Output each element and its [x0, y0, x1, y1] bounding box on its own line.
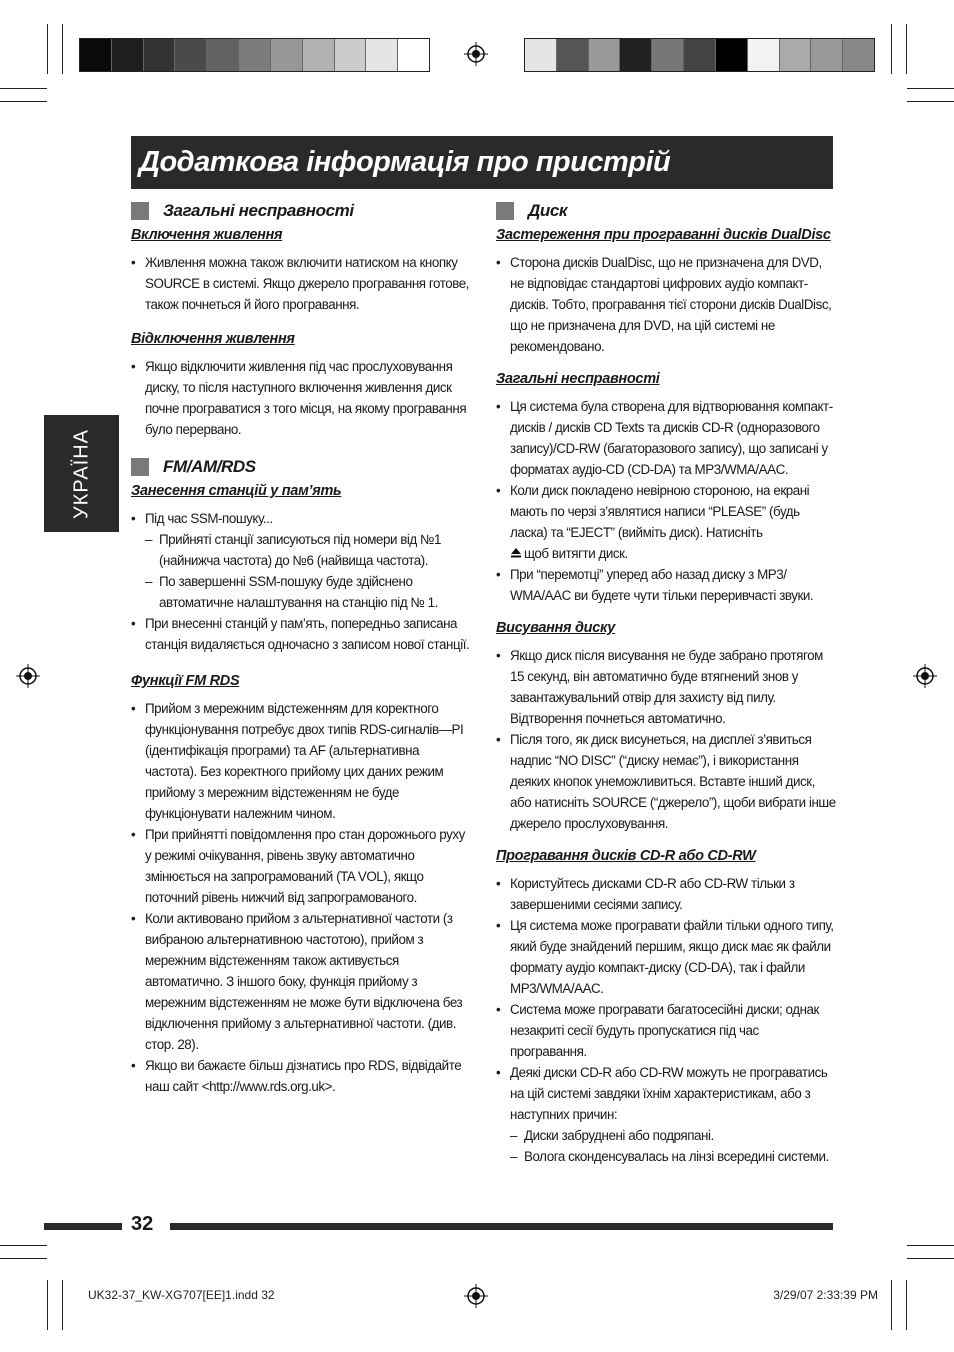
color-swatch-bar-left — [79, 38, 430, 72]
list-item: • Якщо диск після висування не буде забрано протягом 15 секунд, він автоматично буде втягнений знов у завантажувальний отвір для захисту від пилу. Відтворення почнеться автоматично. — [496, 645, 838, 729]
dash-item: – Прийняті станції записуються під номери від №1 (найнижча частота) до №6 (найвища частота). — [145, 529, 471, 571]
color-swatch — [112, 39, 144, 71]
list-item: • Користуйтесь дисками CD-R або CD-RW тільки з завершеними сесіями запису. — [496, 873, 838, 915]
list-item: • Якщо ви бажаєте більш дізнатись про RDS, відвідайте наш сайт <http://www.rds.org.uk>. — [131, 1055, 471, 1097]
list-item: • Після того, як диск висунеться, на дисплеї з’явиться надпис “NO DISC” (“диску немає”), і використання деяких кнопок унеможливиться. Вставте інший диск, або натисніть SOURCE (“джерело”), щоби вибрати інше джерело прослуховування. — [496, 729, 838, 834]
color-swatch — [716, 39, 748, 71]
list-power-on — [131, 252, 471, 315]
color-swatch-bar-right — [524, 38, 875, 72]
left-column — [131, 198, 471, 1097]
section-heading-disc: Диск — [496, 200, 838, 221]
color-swatch — [271, 39, 303, 71]
section-square-icon — [131, 458, 149, 476]
dash-item: – Волога сконденсувалась на лінзі всередині системи. — [510, 1146, 838, 1167]
subheading-power-off: Відключення живлення — [131, 331, 295, 347]
list-item: • Система може програвати багатосесійні диски; однак незакриті сесії будуть пропускатися під час програвання. — [496, 999, 838, 1062]
list-power-off — [131, 356, 471, 440]
color-swatch — [557, 39, 589, 71]
subheading-disc-eject: Висування диску — [496, 620, 615, 636]
list-item: • Коли активовано прийом з альтернативної частоти (з вибраною альтернативною частотою), прийом з мережним відстеженням також активується автоматично. З іншого боку, функція прийому з мережним відстеженням не може бути відключена без відключення прийому з альтернативної частоти. (див. стор. 28). — [131, 908, 471, 1055]
list-item: • Під час SSM-пошуку... – Прийняті станції записуються під номери від №1 (найнижча частота) до №6 (найвища частота). – По завершенні SSM-пошуку буде здійснено автоматичне налаштування на станцію під № 1. — [131, 508, 471, 613]
list-item: • При прийнятті повідомлення про стан дорожнього руху у режимі очікування, рівень звуку автоматично змінюється на запрограмований (TA VOL), якщо поточний рівень нижчий від запрограмованого. — [131, 824, 471, 908]
title-banner — [131, 136, 833, 189]
list-item: • При “перемотці” уперед або назад диску з MP3/ WMA/AAC ви будете чути тільки переривчасті звуки. — [496, 564, 838, 606]
color-swatch — [303, 39, 335, 71]
subheading-station-memory: Занесення станцій у пам’ять — [131, 483, 342, 499]
language-tab-label: УКРАЇНА — [70, 428, 92, 519]
color-swatch — [398, 39, 429, 71]
list-item: • При внесенні станцій у пам’ять, попередньо записана станція видаляється одночасно з записом нової станції. — [131, 613, 471, 655]
color-swatch — [144, 39, 176, 71]
color-swatch — [239, 39, 271, 71]
footer-date-info: 3/29/07 2:33:39 PM — [773, 1288, 878, 1302]
color-swatch — [80, 39, 112, 71]
registration-mark-icon — [464, 42, 488, 66]
color-swatch — [620, 39, 652, 71]
section-heading-general: Загальні несправності — [131, 200, 471, 221]
section-square-icon — [496, 202, 514, 220]
list-station-memory — [131, 508, 471, 655]
subheading-power-on: Включення живлення — [131, 227, 283, 243]
list-dualdisc — [496, 252, 838, 357]
dash-item: – Диски забруднені або подряпані. — [510, 1125, 838, 1146]
footer-rule-left — [44, 1223, 122, 1230]
subheading-cd-r-rw: Програвання дисків CD-R або CD-RW — [496, 848, 756, 864]
list-item: • Коли диск покладено невірною стороною, на екрані мають по черзі з’являтися написи “PLEASE” (будь ласка) та “EJECT” (вийміть диск). Натисніть щоб витягти диск. — [496, 480, 838, 564]
language-tab — [44, 415, 119, 532]
registration-mark-icon — [16, 664, 40, 688]
color-swatch — [780, 39, 812, 71]
registration-mark-icon — [464, 1284, 488, 1308]
dash-item: – По завершенні SSM-пошуку буде здійснено автоматичне налаштування на станцію під № 1. — [145, 571, 471, 613]
subheading-general-issues: Загальні несправності — [496, 371, 660, 387]
list-item: • Ця система може програвати файли тільки одного типу, який буде знайдений першим, якщо диск має як файли формату аудіо компакт-диску (CD-DA), так і файли MP3/WMA/AAC. — [496, 915, 838, 999]
list-general-issues — [496, 396, 838, 606]
section-square-icon — [131, 202, 149, 220]
page-title: Додаткова інформація про пристрій — [139, 146, 671, 178]
color-swatch — [335, 39, 367, 71]
list-disc-eject — [496, 645, 838, 834]
registration-mark-icon — [913, 664, 937, 688]
color-swatch — [748, 39, 780, 71]
color-swatch — [811, 39, 843, 71]
color-swatch — [843, 39, 874, 71]
color-swatch — [684, 39, 716, 71]
list-item: • Прийом з мережним відстеженням для коректного функціонування потребує двох типів RDS-сигналів—PI (ідентифікація програми) та AF (альтернативна частота). Без коректного прийому цих даних режим прийому з мережним відстеженням не буде функціонувати належним чином. — [131, 698, 471, 824]
color-swatch — [175, 39, 207, 71]
dash-list — [510, 1125, 838, 1167]
color-swatch — [366, 39, 398, 71]
color-swatch — [589, 39, 621, 71]
eject-icon — [510, 547, 522, 559]
subheading-fm-rds: Функції FM RDS — [131, 673, 240, 689]
list-item: • Живлення можна також включити натиском на кнопку SOURCE в системі. Якщо джерело програвання готове, також почнеться й його програвання. — [131, 252, 471, 315]
color-swatch — [652, 39, 684, 71]
dash-list — [145, 529, 471, 613]
list-item: • Ця система була створена для відтворювання компакт-дисків / дисків CD Texts та дисків CD-R (одноразового запису)/CD-RW (багаторазового запису), що записані у форматах аудіо-CD (CD-DA) та MP3/WMA/AAC. — [496, 396, 838, 480]
page-number: 32 — [131, 1213, 154, 1235]
list-item: • Деякі диски CD-R або CD-RW можуть не програватись на цій системі завдяки їхнім характеристикам, або з наступних причин: – Диски забруднені або подряпані. – Волога сконденсувалась на лінзі всередині системи. — [496, 1062, 838, 1167]
list-item: • Якщо відключити живлення під час прослуховування диску, то після наступного включення живлення диск почне програватися з того місця, на якому програвання було перервано. — [131, 356, 471, 440]
subheading-dualdisc: Застереження при програванні дисків DualDisc — [496, 227, 831, 243]
footer-rule-right — [170, 1223, 833, 1230]
footer-file-info: UK32-37_KW-XG707[EE]1.indd 32 — [88, 1288, 275, 1302]
color-swatch — [207, 39, 239, 71]
right-column — [496, 198, 838, 1167]
list-fm-rds — [131, 698, 471, 1097]
color-swatch — [525, 39, 557, 71]
section-heading-fm-am-rds: FM/AM/RDS — [131, 456, 471, 477]
list-cd-r-rw — [496, 873, 838, 1167]
list-item: • Сторона дисків DualDisc, що не призначена для DVD, не відповідає стандартові цифрових аудіо компакт-дисків. Тобто, програвання тієї сторони дисків DualDisc, що не призначена для DVD, на цій системі не рекомендовано. — [496, 252, 838, 357]
